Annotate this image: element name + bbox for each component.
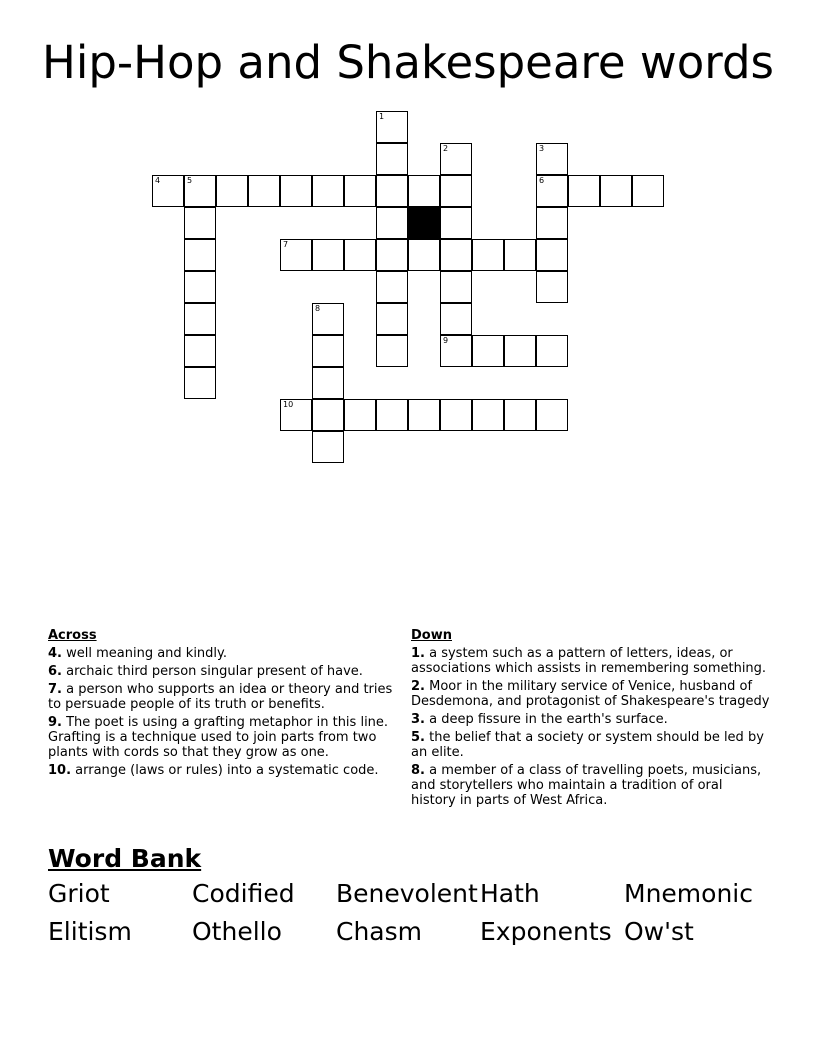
- clue-text: a person who supports an idea or theory and tries to persuade people of its truth or benefits.: [48, 682, 393, 712]
- grid-cell[interactable]: [440, 239, 472, 271]
- clue-text: Moor in the military service of Venice, husband of Desdemona, and protagonist of Shakespeare's tragedy: [411, 679, 770, 709]
- grid-cell[interactable]: [344, 175, 376, 207]
- grid-cell[interactable]: [440, 303, 472, 335]
- grid-cell[interactable]: [536, 207, 568, 239]
- down-clue: [411, 646, 771, 676]
- grid-cell[interactable]: [408, 175, 440, 207]
- word-bank-item: Griot: [48, 879, 110, 908]
- grid-cell[interactable]: [472, 239, 504, 271]
- down-heading: Down: [411, 628, 452, 643]
- down-clue: [411, 712, 771, 727]
- clue-number-label: 7.: [48, 682, 62, 697]
- grid-cell[interactable]: [376, 399, 408, 431]
- grid-cell[interactable]: [568, 175, 600, 207]
- grid-cell[interactable]: [184, 271, 216, 303]
- down-clue: [411, 679, 771, 709]
- clue-number-label: 2.: [411, 679, 425, 694]
- clue-number: 7: [283, 240, 289, 249]
- grid-cell[interactable]: [184, 367, 216, 399]
- grid-cell[interactable]: [536, 271, 568, 303]
- down-clues: [411, 628, 771, 811]
- across-clue: [48, 664, 400, 679]
- clue-number-label: 4.: [48, 646, 62, 661]
- grid-cell[interactable]: [280, 399, 312, 431]
- grid-cell[interactable]: [408, 239, 440, 271]
- clue-text: well meaning and kindly.: [61, 646, 228, 661]
- grid-cell[interactable]: [536, 175, 568, 207]
- clue-number: 1: [379, 112, 385, 121]
- grid-cell[interactable]: [504, 239, 536, 271]
- grid-cell[interactable]: [248, 175, 280, 207]
- word-bank-item: Hath: [480, 879, 540, 908]
- grid-cell[interactable]: [408, 399, 440, 431]
- grid-cell[interactable]: [184, 303, 216, 335]
- clue-number-label: 5.: [411, 730, 425, 745]
- clue-number: 8: [315, 304, 321, 313]
- clue-number-label: 1.: [411, 646, 425, 661]
- clue-number: 9: [443, 336, 449, 345]
- grid-cell[interactable]: [184, 335, 216, 367]
- grid-cell[interactable]: [376, 303, 408, 335]
- grid-cell[interactable]: [376, 207, 408, 239]
- clue-text: a member of a class of travelling poets, musicians, and storytellers who maintain a tradition of oral history in parts of West Africa.: [411, 763, 762, 808]
- across-clue: [48, 715, 400, 760]
- grid-cell[interactable]: [440, 207, 472, 239]
- grid-cell[interactable]: [312, 431, 344, 463]
- word-bank: [48, 843, 788, 947]
- across-clue: [48, 763, 400, 778]
- clue-number-label: 8.: [411, 763, 425, 778]
- clue-number-label: 3.: [411, 712, 425, 727]
- across-clue: [48, 646, 400, 661]
- clue-number: 4: [155, 176, 161, 185]
- grid-cell[interactable]: [376, 239, 408, 271]
- word-bank-item: Mnemonic: [624, 879, 753, 908]
- across-heading: Across: [48, 628, 97, 643]
- clue-number: 10: [283, 400, 294, 409]
- clue-text: the belief that a society or system should be led by an elite.: [411, 730, 764, 760]
- down-clue: [411, 730, 771, 760]
- grid-cell[interactable]: [376, 175, 408, 207]
- word-bank-item: Othello: [192, 917, 282, 946]
- grid-cell[interactable]: [504, 399, 536, 431]
- grid-cell[interactable]: [376, 143, 408, 175]
- grid-cell[interactable]: [536, 399, 568, 431]
- grid-block-cell: [408, 207, 440, 239]
- clue-text: a system such as a pattern of letters, ideas, or associations which assists in remembering something.: [411, 646, 767, 676]
- across-clue: [48, 682, 400, 712]
- down-clue: [411, 763, 771, 808]
- across-clues: [48, 628, 400, 781]
- grid-cell[interactable]: [312, 303, 344, 335]
- grid-cell[interactable]: [216, 175, 248, 207]
- grid-cell[interactable]: [376, 335, 408, 367]
- clue-number: 6: [539, 176, 545, 185]
- page-title: Hip-Hop and Shakespeare words: [42, 36, 774, 89]
- grid-cell[interactable]: [280, 239, 312, 271]
- grid-cell[interactable]: [184, 239, 216, 271]
- clue-text: archaic third person singular present of have.: [61, 664, 363, 679]
- clue-number: 2: [443, 144, 449, 153]
- grid-cell[interactable]: [344, 399, 376, 431]
- grid-cell[interactable]: [472, 399, 504, 431]
- crossword-grid: [0, 0, 816, 480]
- grid-cell[interactable]: [440, 399, 472, 431]
- grid-cell[interactable]: [312, 399, 344, 431]
- grid-cell[interactable]: [376, 271, 408, 303]
- grid-cell[interactable]: [536, 239, 568, 271]
- clue-text: arrange (laws or rules) into a systematic code.: [71, 763, 379, 778]
- word-bank-item: Ow'st: [624, 917, 694, 946]
- grid-cell[interactable]: [440, 271, 472, 303]
- word-bank-item: Codified: [192, 879, 295, 908]
- grid-cell[interactable]: [312, 175, 344, 207]
- clue-number-label: 6.: [48, 664, 62, 679]
- clue-text: a deep fissure in the earth's surface.: [424, 712, 668, 727]
- word-bank-item: Elitism: [48, 917, 132, 946]
- word-bank-heading: Word Bank: [48, 844, 202, 873]
- grid-cell[interactable]: [152, 175, 184, 207]
- word-bank-item: Chasm: [336, 917, 422, 946]
- grid-cell[interactable]: [184, 207, 216, 239]
- clue-text: The poet is using a grafting metaphor in this line. Grafting is a technique used to join parts from two plants with cords so that they grow as one.: [48, 715, 389, 760]
- clue-number: 5: [187, 176, 193, 185]
- grid-cell[interactable]: [440, 143, 472, 175]
- clue-number-label: 10.: [48, 763, 72, 778]
- grid-cell[interactable]: [632, 175, 664, 207]
- grid-cell[interactable]: [312, 239, 344, 271]
- grid-cell[interactable]: [472, 335, 504, 367]
- grid-cell[interactable]: [376, 111, 408, 143]
- grid-cell[interactable]: [344, 239, 376, 271]
- clue-number: 3: [539, 144, 545, 153]
- word-bank-item: Exponents: [480, 917, 612, 946]
- grid-cell[interactable]: [440, 335, 472, 367]
- clue-number-label: 9.: [48, 715, 62, 730]
- word-bank-item: Benevolent: [336, 879, 478, 908]
- grid-cell[interactable]: [536, 143, 568, 175]
- grid-cell[interactable]: [536, 335, 568, 367]
- grid-cell[interactable]: [184, 175, 216, 207]
- grid-cell[interactable]: [312, 335, 344, 367]
- grid-cell[interactable]: [600, 175, 632, 207]
- grid-cell[interactable]: [440, 175, 472, 207]
- grid-cell[interactable]: [280, 175, 312, 207]
- grid-cell[interactable]: [504, 335, 536, 367]
- grid-cell[interactable]: [312, 367, 344, 399]
